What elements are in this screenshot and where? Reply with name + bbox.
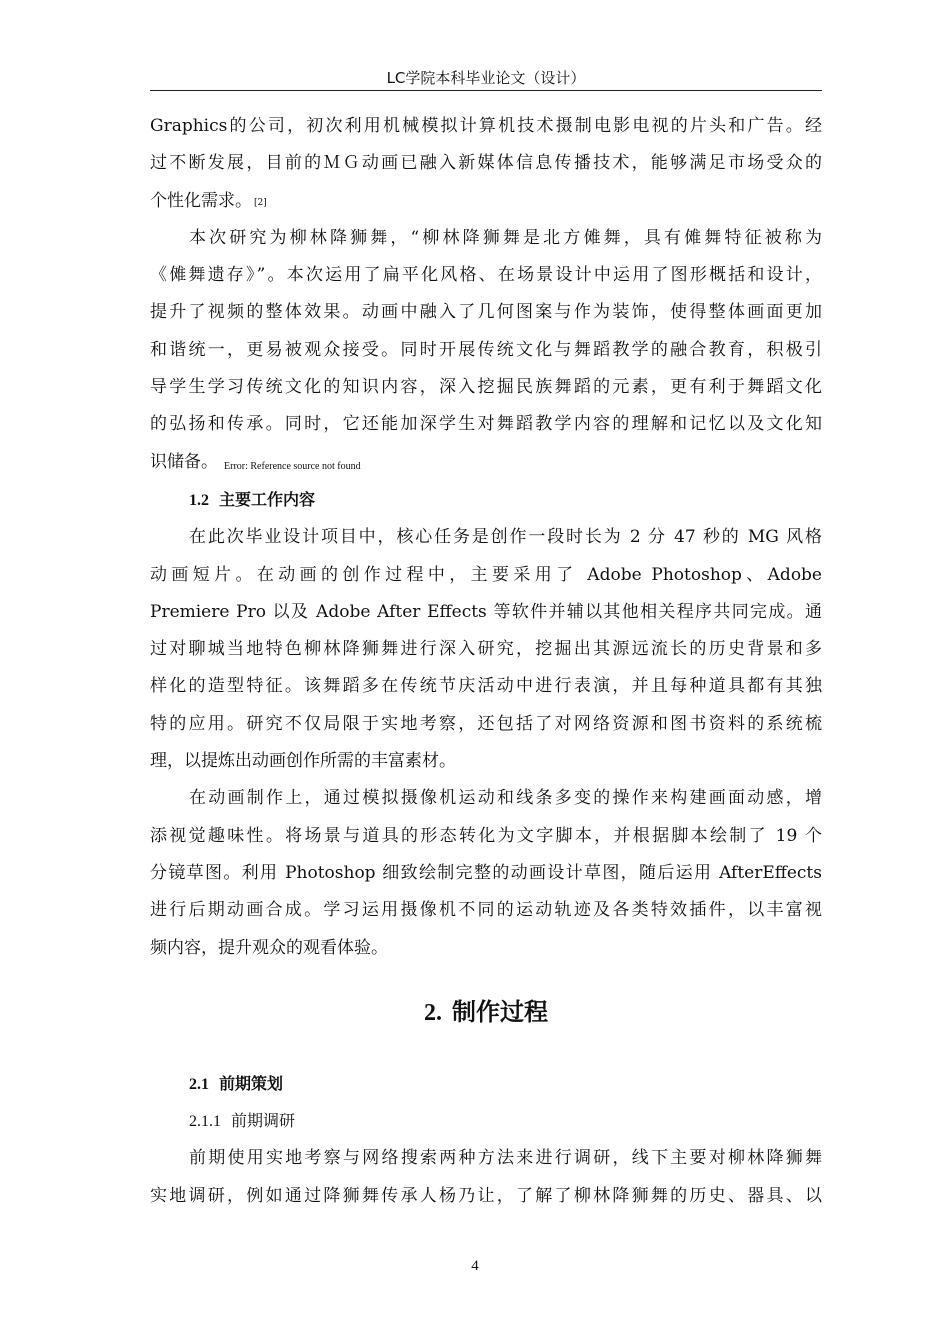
paragraph-main-work xyxy=(150,519,822,780)
section-heading-1-2 xyxy=(150,481,822,519)
section-title: 主要工作内容 xyxy=(219,489,316,509)
text-line: 过对聊城当地特色柳林降狮舞进行深入研究，挖掘出其源远流长的历史背景和多 xyxy=(150,639,822,660)
text-line: 实地调研，例如通过降狮舞传承人杨乃让，了解了柳林降狮舞的历史、器具、以 xyxy=(150,1185,822,1206)
section-title: 前期策划 xyxy=(219,1073,284,1093)
paragraph-mg-history xyxy=(150,108,822,220)
text-line: 动画短片。在动画的创作过程中，主要采用了 Adobe Photoshop、Adobe xyxy=(150,564,822,585)
text-line: 过不断发展，目前的ＭＧ动画已融入新媒体信息传播技术，能够满足市场受众的 xyxy=(150,153,822,174)
section-heading-2-1 xyxy=(150,1065,822,1103)
text-line: 特的应用。研究不仅局限于实地考察，还包括了对网络资源和图书资料的系统梳 xyxy=(150,713,822,734)
text-line: 提升了视频的整体效果。动画中融入了几何图案与作为装饰，使得整体画面更加 xyxy=(150,302,822,323)
text-line: 的弘扬和传承。同时，它还能加深学生对舞蹈教学内容的理解和记忆以及文化知 xyxy=(150,414,822,435)
text-line: 添视觉趣味性。将场景与道具的形态转化为文字脚本，并根据脚本绘制了 19 个 xyxy=(150,825,822,846)
paragraph-research-subject xyxy=(150,220,822,481)
text-line: 样化的造型特征。该舞蹈多在传统节庆活动中进行表演，并且每种道具都有其独 xyxy=(150,676,822,697)
text-line: 前期使用实地考察与网络搜索两种方法来进行调研，线下主要对柳林降狮舞 xyxy=(189,1148,822,1169)
page-body xyxy=(150,108,822,1215)
text-line: 分镜草图。利用 Photoshop 细致绘制完整的动画设计草图，随后运用 AfterEffects xyxy=(150,862,822,883)
citation-marker: [2] xyxy=(254,197,267,208)
text-line: 理，以提炼出动画创作所需的丰富素材。 xyxy=(150,751,456,772)
chapter-title: 制作过程 xyxy=(452,997,548,1026)
text-line: Graphics的公司，初次利用机械模拟计算机技术摄制电影电视的片头和广告。经 xyxy=(150,116,822,136)
paragraph-preliminary-research xyxy=(150,1140,822,1215)
text-line: 本次研究为柳林降狮舞，“柳林降狮舞是北方傩舞，具有傩舞特征被称为 xyxy=(189,227,822,248)
text-line: 在动画制作上，通过模拟摄像机运动和线条多变的操作来构建画面动感，增 xyxy=(189,788,822,809)
text-line xyxy=(150,183,822,220)
chapter-number: 2. xyxy=(424,999,442,1026)
page-number: 4 xyxy=(471,1258,479,1274)
section-number: 2.1 xyxy=(189,1075,209,1093)
chapter-heading-2 xyxy=(150,994,822,1031)
text-line xyxy=(150,444,822,481)
running-header: LC学院本科毕业论文（设计） xyxy=(150,66,822,91)
text-line: 频内容，提升观众的观看体验。 xyxy=(150,937,388,958)
text-line-content: 识储备。 xyxy=(150,451,218,472)
text-line: Premiere Pro 以及 Adobe After Effects 等软件并辅以其他相关程序共同完成。通 xyxy=(150,601,822,622)
text-line: 导学生学习传统文化的知识内容，深入挖掘民族舞蹈的元素，更有利于舞蹈文化 xyxy=(150,377,822,398)
section-number: 1.2 xyxy=(189,491,209,509)
subsection-title: 前期调研 xyxy=(231,1113,296,1131)
reference-error-note: Error: Reference source not found xyxy=(224,460,361,472)
subsection-number: 2.1.1 xyxy=(189,1113,221,1131)
text-line: 和谐统一，更易被观众接受。同时开展传统文化与舞蹈教学的融合教育，积极引 xyxy=(150,339,822,360)
paragraph-animation-production xyxy=(150,780,822,966)
text-line: 进行后期动画合成。学习运用摄像机不同的运动轨迹及各类特效插件，以丰富视 xyxy=(150,900,822,921)
text-line-content: 个性化需求。 xyxy=(150,190,252,211)
subsection-heading-2-1-1 xyxy=(150,1103,822,1140)
text-line: 在此次毕业设计项目中，核心任务是创作一段时长为 2 分 47 秒的 MG 风格 xyxy=(189,527,822,548)
text-line: 《傩舞遗存》”。本次运用了扁平化风格、在场景设计中运用了图形概括和设计， xyxy=(150,265,822,286)
